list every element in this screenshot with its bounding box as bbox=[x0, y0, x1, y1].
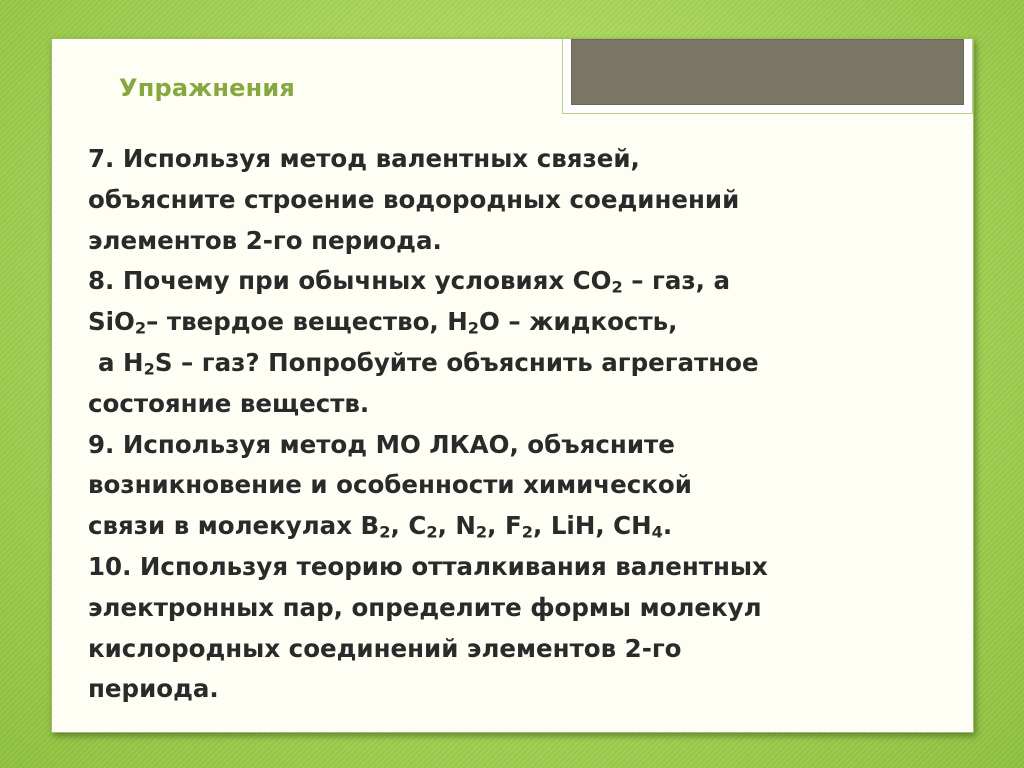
subscript: 4 bbox=[651, 522, 663, 542]
text-line: связи в молекулах $B_2$, $C_2$, $N_2$, $F_2$, LiH, $CH_4$. bbox=[88, 511, 673, 542]
subscript: 2 bbox=[611, 277, 623, 297]
text-line: периода. bbox=[88, 674, 219, 704]
exercise-text bbox=[88, 139, 938, 710]
subscript: 2 bbox=[467, 318, 479, 338]
text-line: кислородных соединений элементов 2-го bbox=[88, 633, 682, 663]
subscript: 2 bbox=[143, 359, 155, 379]
text-line: элементов 2-го периода. bbox=[88, 225, 442, 255]
subscript: 2 bbox=[475, 522, 488, 542]
text-line: а $H_2S$ – газ? Попробуйте объяснить агрегатное bbox=[98, 347, 759, 379]
text-line: SiO$_2$– твердое вещество, $H_2O$ – жидкость, bbox=[88, 307, 678, 338]
subscript: 2 bbox=[379, 522, 391, 542]
text-line: 8. Почему при обычных условиях $CO_2$ – газ, а bbox=[88, 266, 730, 297]
text-line: 7. Используя метод валентных связей, bbox=[88, 144, 640, 173]
decorative-tab bbox=[562, 39, 973, 114]
text-line: возникновение и особенности химической bbox=[88, 470, 692, 500]
subscript: 2 bbox=[426, 522, 438, 542]
text-line: 9. Используя метод МО ЛКАО, объясните bbox=[88, 429, 675, 459]
text-line: 10. Используя теорию отталкивания валентных bbox=[88, 551, 768, 581]
subscript: 2 bbox=[134, 318, 147, 338]
text-line: состояние веществ. bbox=[88, 388, 370, 418]
subscript: 2 bbox=[521, 522, 533, 542]
decorative-block bbox=[571, 39, 964, 105]
text-line: электронных пар, определите формы молекул bbox=[88, 592, 762, 622]
slide-title: Упражнения bbox=[119, 74, 296, 102]
text-line: объясните строение водородных соединений bbox=[88, 184, 740, 214]
